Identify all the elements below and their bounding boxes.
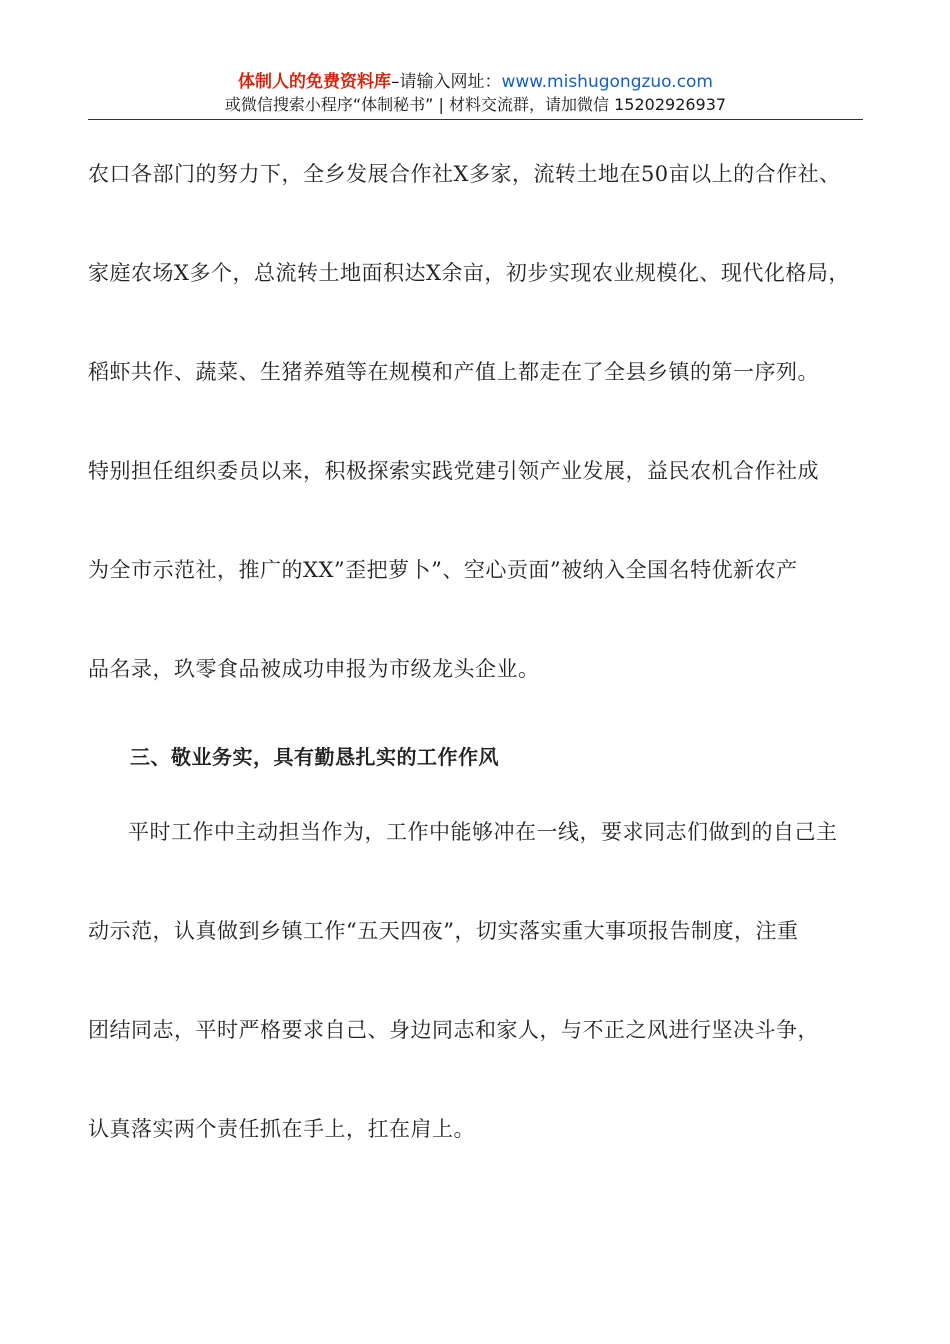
text-line: 团结同志，平时严格要求自己、身边同志和家人，与不正之风进行坚决斗争，: [88, 1018, 819, 1042]
text-line: 平时工作中主动担当作为，工作中能够冲在一线，要求同志们做到的自己主: [128, 820, 838, 844]
document-body: [88, 125, 863, 1179]
paragraph-1: [88, 125, 863, 719]
section-heading: 三、敬业务实，具有勤恳扎实的工作作风: [130, 745, 499, 769]
header-brand: 体制人的免费资料库: [237, 72, 391, 92]
header-url-prompt: –请输入网址：: [390, 72, 502, 92]
header-line-1: [88, 70, 863, 94]
text-line: 动示范，认真做到乡镇工作“五天四夜”，切实落实重大事项报告制度，注重: [88, 919, 799, 943]
header-line-2: 或微信搜索小程序“体制秘书” | 材料交流群，请加微信 15202926937: [224, 95, 727, 114]
text-line: 特别担任组织委员以来，积极探索实践党建引领产业发展，益民农机合作社成: [88, 459, 819, 483]
text-line: 稻虾共作、蔬菜、生猪养殖等在规模和产值上都走在了全县乡镇的第一序列。: [88, 360, 819, 384]
text-line: 为全市示范社，推广的XX”歪把萝卜”、空心贡面”被纳入全国名特优新农产: [88, 558, 798, 582]
header-divider: [88, 119, 863, 120]
text-line: 农口各部门的努力下，全乡发展合作社X多家，流转土地在50亩以上的合作社、: [88, 162, 841, 186]
text-line: 品名录，玖零食品被成功申报为市级龙头企业。: [88, 657, 540, 681]
text-line: 认真落实两个责任抓在手上，扛在肩上。: [88, 1117, 475, 1141]
text-line: 家庭农场X多个，总流转土地面积达X余亩，初步实现农业规模化、现代化格局，: [88, 261, 850, 285]
page-header: [88, 70, 863, 116]
header-url-link[interactable]: www.mishugongzuo.com: [501, 72, 713, 92]
paragraph-2: [88, 783, 863, 1179]
